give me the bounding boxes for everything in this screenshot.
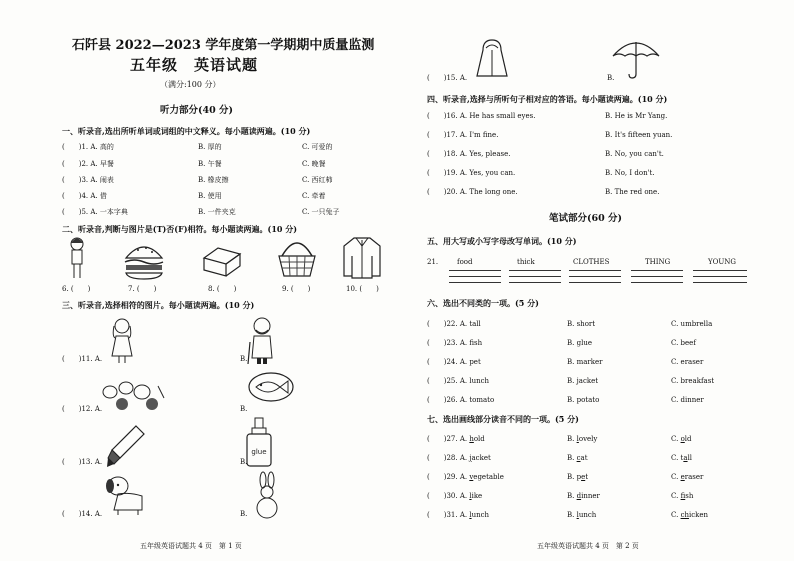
word-clothes: CLOTHES (573, 258, 610, 266)
q4-text: ( )4. A. 借 (62, 192, 107, 200)
q22-option-a: ( )22. A. tall (427, 320, 481, 328)
q27-option-c: C. old (671, 435, 692, 443)
q24-option-b: B. marker (567, 358, 603, 366)
q14-option-b: B. (240, 510, 248, 518)
q15-option-b: B. (607, 74, 615, 82)
q28-option-c: C. tall (671, 454, 693, 462)
q11-option-b: B. (240, 355, 248, 363)
q30-option-b: B. dinner (567, 492, 600, 500)
q26-option-b: B. potato (567, 396, 600, 404)
grade-title: 五年级 英语试题 (130, 56, 259, 74)
old-man-icon (248, 316, 276, 366)
basket-icon (276, 238, 318, 280)
section-6-heading: 六、选出不同类的一项。(5 分) (427, 298, 539, 308)
q4-option-c: C. 牵着 (302, 192, 326, 200)
q16-option-b: B. He is Mr Yang. (605, 112, 668, 120)
section-1-heading: 一、听录音,选出所听单词或词组的中文释义。每小题读两遍。(10 分) (62, 126, 311, 136)
q22-option-b: B. short (567, 320, 596, 328)
q11-label: ( )11. A. (62, 355, 103, 363)
q23-option-c: C. beef (671, 339, 696, 347)
q30-option-c: C. fish (671, 492, 694, 500)
q31-option-b: B. lunch (567, 511, 597, 519)
q19-option-b: B. No, I don't. (605, 169, 655, 177)
full-score: （满分:100 分） (160, 80, 221, 89)
glue-label: glue (251, 448, 267, 456)
q2-option-b: B. 午餐 (198, 160, 222, 168)
q13-label: ( )13. A. (62, 458, 103, 466)
word-young: YOUNG (708, 258, 736, 266)
q19-option-a: ( )19. A. Yes, you can. (427, 169, 516, 177)
q13-option-b: B. (240, 458, 248, 466)
glue-icon (244, 418, 274, 468)
q20-option-a: ( )20. A. The long one. (427, 188, 518, 196)
q21-number: 21. (427, 258, 439, 266)
rabbit-icon (252, 472, 282, 520)
q5-option-c: C. 一只兔子 (302, 208, 340, 216)
q25-option-b: B. jacket (567, 377, 599, 385)
marker-icon (106, 424, 146, 468)
section-5-heading: 五、用大写或小写字母改写单词。(10 分) (427, 236, 577, 246)
q30-option-a: ( )30. A. like (427, 492, 483, 500)
q28-option-a: ( )28. A. jacket (427, 454, 491, 462)
q10-label: 10. ( ) (346, 285, 379, 293)
girl-icon (66, 236, 88, 280)
listening-part-title: 听力部分(40 分) (160, 105, 234, 116)
q20-option-b: B. The red one. (605, 188, 660, 196)
q26-option-c: C. dinner (671, 396, 704, 404)
page-1-footer: 五年级英语试题共 4 页 第 1 页 (140, 542, 242, 550)
q1-option-b: B. 厚的 (198, 143, 222, 151)
q7-label: 7. ( ) (128, 285, 157, 293)
q26-option-a: ( )26. A. tomato (427, 396, 495, 404)
q25-option-c: C. breakfast (671, 377, 715, 385)
q25-option-a: ( )25. A. lunch (427, 377, 490, 385)
raincoat-icon (475, 36, 509, 80)
q5-option-b: B. 一件夹克 (198, 208, 236, 216)
q22-option-c: C. umbrella (671, 320, 713, 328)
q29-option-b: B. pet (567, 473, 589, 481)
umbrella-icon (611, 36, 661, 80)
q17-option-b: B. It's fifteen yuan. (605, 131, 673, 139)
hamburger-icon (124, 240, 164, 280)
q1-text: ( )1. A. 高的 (62, 143, 114, 151)
q2-text: ( )2. A. 早餐 (62, 160, 114, 168)
q23-option-b: B. glue (567, 339, 592, 347)
section-2-heading: 二、听录音,判断与图片是(T)否(F)相符。每小题读两遍。(10 分) (62, 224, 298, 234)
q28-option-b: B. cat (567, 454, 588, 462)
q4-option-b: B. 使用 (198, 192, 222, 200)
q16-option-a: ( )16. A. He has small eyes. (427, 112, 536, 120)
q3-option-b: B. 橡皮擦 (198, 176, 229, 184)
q24-option-a: ( )24. A. pet (427, 358, 481, 366)
word-thick: thick (517, 258, 535, 266)
q3-option-c: C. 西红柿 (302, 176, 333, 184)
eraser-icon (200, 246, 242, 278)
q14-label: ( )14. A. (62, 510, 103, 518)
written-part-title: 笔试部分(60 分) (549, 213, 623, 224)
q12-label: ( )12. A. (62, 405, 103, 413)
q18-option-a: ( )18. A. Yes, please. (427, 150, 511, 158)
fish-plate-icon (248, 372, 294, 402)
q31-option-c: C. chicken (671, 511, 709, 519)
girl-icon (108, 316, 136, 364)
exam-title: 石阡县 2022—2023 学年度第一学期期中质量监测 (72, 38, 375, 53)
section-4-heading: 四、听录音,选择与所听句子相对应的答语。每小题读两遍。(10 分) (427, 94, 668, 104)
q24-option-c: C. eraser (671, 358, 704, 366)
q1-option-c: C. 可爱的 (302, 143, 333, 151)
q9-label: 9. ( ) (282, 285, 311, 293)
page-2-footer: 五年级英语试题共 4 页 第 2 页 (537, 542, 639, 550)
q3-text: ( )3. A. 闹表 (62, 176, 114, 184)
q15-label: ( )15. A. (427, 74, 468, 82)
q6-label: 6. ( ) (62, 285, 91, 293)
q17-option-a: ( )17. A. I'm fine. (427, 131, 499, 139)
word-food: food (457, 258, 473, 266)
word-thing: THING (645, 258, 671, 266)
q18-option-b: B. No, you can't. (605, 150, 664, 158)
q27-option-a: ( )27. A. hold (427, 435, 485, 443)
q8-label: 8. ( ) (208, 285, 237, 293)
dog-icon (104, 474, 148, 516)
exam-page-2 (397, 0, 794, 561)
section-7-heading: 七、选出画线部分读音不同的一项。(5 分) (427, 414, 579, 424)
q31-option-a: ( )31. A. lunch (427, 511, 490, 519)
q27-option-b: B. lovely (567, 435, 598, 443)
section-3-heading: 三、听录音,选择相符的图片。每小题读两遍。(10 分) (62, 300, 255, 310)
q12-option-b: B. (240, 405, 248, 413)
q5-text: ( )5. A. 一本字典 (62, 208, 128, 216)
jacket-icon (342, 236, 382, 280)
q23-option-a: ( )23. A. fish (427, 339, 483, 347)
vegetables-icon (100, 378, 166, 412)
q2-option-c: C. 晚餐 (302, 160, 326, 168)
q29-option-a: ( )29. A. vegetable (427, 473, 504, 481)
q29-option-c: C. eraser (671, 473, 704, 481)
